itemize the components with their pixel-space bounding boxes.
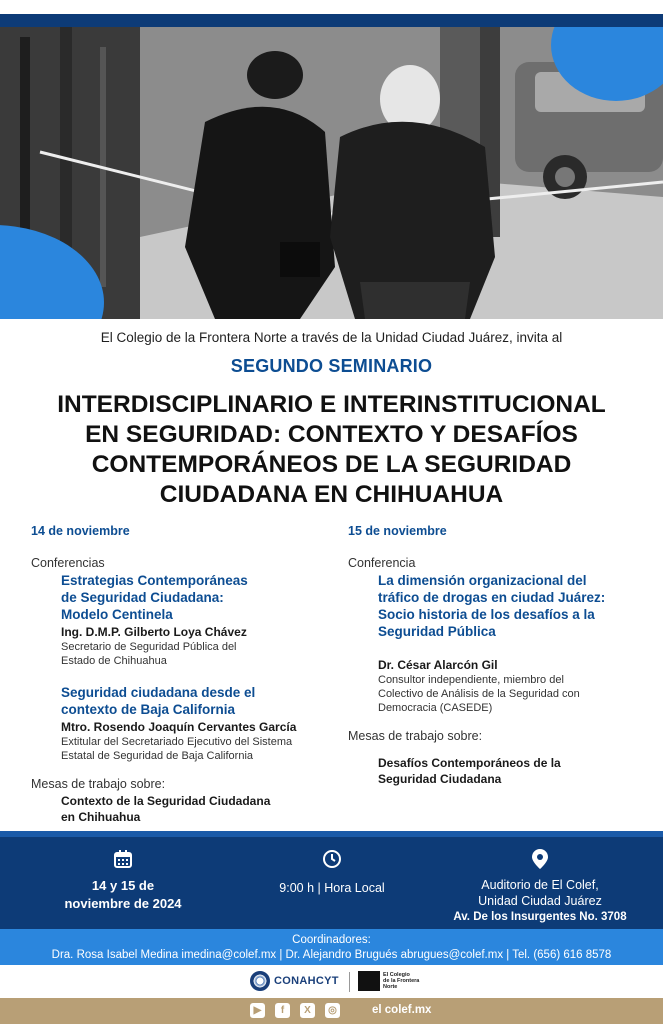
mesa-title-line: en Chihuahua [61, 810, 141, 824]
colef-logo [358, 971, 419, 991]
talk-title-line: Modelo Centinela [61, 607, 173, 622]
footer-bar [0, 998, 663, 1024]
speaker-role-line: Colectivo de Análisis de la Seguridad con [378, 688, 580, 700]
talk-title [378, 572, 648, 640]
day2-date: 15 de noviembre [348, 524, 447, 538]
conahcyt-seal-icon [250, 971, 270, 991]
talk-title [61, 572, 321, 623]
day2-mesa [378, 755, 648, 787]
event-title-line: CONTEMPORÁNEOS DE LA SEGURIDAD [91, 451, 572, 478]
day2-talk [378, 572, 648, 715]
location-pin-icon [532, 849, 548, 869]
day1-date: 14 de noviembre [31, 524, 130, 538]
speaker-role-line: Consultor independiente, miembro del [378, 674, 564, 686]
x-icon[interactable]: X [300, 1003, 315, 1018]
speaker-role-line: Estado de Chihuahua [61, 655, 167, 667]
day1-mesa [61, 793, 321, 825]
talk-speaker: Mtro. Rosendo Joaquín Cervantes García [61, 720, 297, 734]
colef-logo-text [383, 972, 419, 990]
talk-title-line: contexto de Baja California [61, 702, 236, 717]
day2-mesa-label: Mesas de trabajo sobre: [348, 729, 483, 743]
seminar-label: SEGUNDO SEMINARIO [230, 356, 433, 376]
speaker-role-line: Secretario de Seguridad Pública del [61, 641, 237, 653]
event-title-line: INTERDISCIPLINARIO E INTERINSTITUCIONAL [57, 391, 606, 418]
instagram-icon[interactable]: ◎ [325, 1003, 340, 1018]
day1-talk-1 [61, 572, 321, 668]
speaker-role-line: Estatal de Seguridad de Baja California [61, 750, 254, 762]
conahcyt-logo [250, 971, 339, 991]
talk-title-line: La dimensión organizacional del [378, 573, 587, 588]
talk-title-line: Estrategias Contemporáneas [61, 573, 248, 588]
mesa-title-line: Seguridad Ciudadana [378, 772, 502, 786]
mesa-title-line: Contexto de la Seguridad Ciudadana [61, 794, 271, 808]
top-bar [0, 14, 663, 27]
day2-column [348, 524, 648, 787]
day1-conferences-label: Conferencias [31, 556, 105, 570]
website-link[interactable]: el colef.mx [372, 1004, 432, 1016]
coordinators-label: Coordinadores: [292, 934, 371, 946]
talk-speaker: Ing. D.M.P. Gilberto Loya Chávez [61, 625, 247, 639]
event-date-line: 14 y 15 de [91, 878, 155, 893]
talk-title-line: Socio historia de los desafíos a la [378, 607, 595, 622]
calendar-icon [113, 849, 133, 869]
talk-title-line: Seguridad ciudadana desde el [61, 685, 256, 700]
event-address: Av. De los Insurgentes No. 3708 [453, 911, 627, 923]
talk-speaker: Dr. César Alarcón Gil [378, 658, 498, 672]
speaker-role-line: Extitular del Secretariado Ejecutivo del Sistema [61, 736, 293, 748]
event-date-line: noviembre de 2024 [64, 896, 182, 911]
day1-column [31, 524, 321, 825]
social-links [250, 1003, 340, 1018]
event-time [252, 849, 412, 895]
colef-logo-line: El Colegio [383, 972, 410, 978]
event-time-text: 9:00 h | Hora Local [279, 881, 385, 895]
event-info-band [0, 831, 663, 929]
intro-text: El Colegio de la Frontera Norte a través de la Unidad Ciudad Juárez, invita al [100, 330, 563, 345]
coordinators-bar [0, 929, 663, 965]
colef-mark-icon [358, 971, 380, 991]
youtube-icon[interactable]: ▶ [250, 1003, 265, 1018]
facebook-icon[interactable]: f [275, 1003, 290, 1018]
speaker-role-line: Democracia (CASEDE) [378, 702, 493, 714]
colef-logo-line: de la Frontera [383, 978, 420, 984]
header-photo [0, 27, 663, 319]
talk-title-line: Seguridad Pública [378, 624, 496, 639]
event-location-line: Unidad Ciudad Juárez [478, 894, 602, 908]
logos-row [0, 968, 663, 996]
coordinators-contacts[interactable]: Dra. Rosa Isabel Medina imedina@colef.mx | Dr. Alejandro Brugués abrugues@colef.mx | Tel. (656) 616 8578 [51, 949, 612, 961]
talk-title [61, 684, 321, 718]
logos-divider [349, 972, 350, 992]
talk-title-line: tráfico de drogas en ciudad Juárez: [378, 590, 606, 605]
day1-talk-2 [61, 684, 321, 763]
event-title-line: CIUDADANA EN CHIHUAHUA [159, 481, 504, 508]
clock-icon [322, 849, 342, 869]
event-title [30, 390, 633, 510]
conahcyt-name: CONAHCYT [274, 975, 339, 987]
talk-title-line: de Seguridad Ciudadana: [61, 590, 224, 605]
event-date [48, 849, 198, 913]
event-location-line: Auditorio de El Colef, [481, 878, 599, 892]
mesa-title-line: Desafíos Contemporáneos de la [378, 756, 561, 770]
event-location [440, 849, 640, 925]
day1-mesa-label: Mesas de trabajo sobre: [31, 777, 166, 791]
event-title-line: EN SEGURIDAD: CONTEXTO Y DESAFÍOS [85, 421, 578, 448]
colef-logo-line: Norte [383, 984, 398, 990]
day2-conference-label: Conferencia [348, 556, 416, 570]
